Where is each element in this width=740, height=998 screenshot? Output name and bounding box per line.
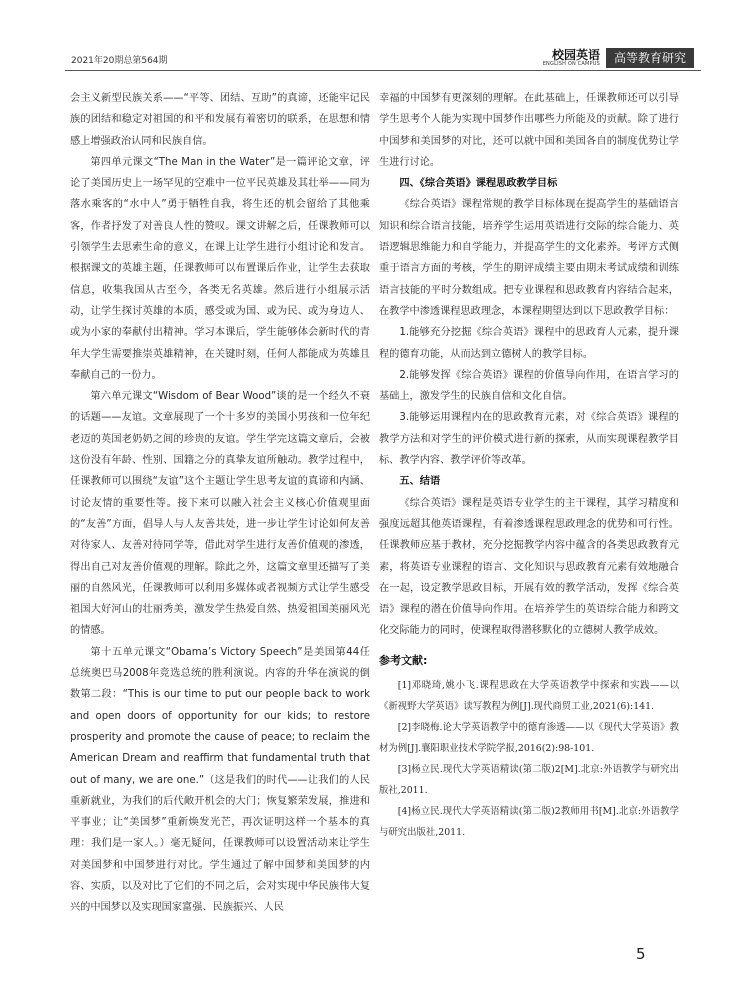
goal-item: 2.能够发挥《综合英语》课程的价值导向作用，在语言学习的基础上，激发学生的民族自信和文化自信。	[379, 369, 679, 403]
paragraph: 第四单元课文“The Man in the Water”是一篇评论文章，评论了美国历史上一场罕见的空难中一位平民英雄及其壮举——同为落水乘客的“水中人”勇于牺牲自我，将生还的机会留给了其他乘客，作者抒发了对善良人性的赞叹。课文讲解之后，任课教师可以引领学生去思索生命的意义，在课上让学生进行小组讨论和发言。根据课文的英雄主题，任课教师可以布置课后作业，让学生去获取信息，收集我国从古至今，各类无名英雄。然后进行小组展示活动，让学生探讨英雄的本质，感受或为国、或为民、或为身边人、或为小家的奉献付出精神。学习本课后，学生能够体会新时代的青年大学生需要推崇英雄精神，在关键时刻，任何人都能成为英雄且奉献自己的一份力。	[70, 156, 370, 381]
issue-info: 2021年20期总第564期	[71, 56, 168, 66]
right-column	[379, 88, 679, 843]
page-header	[0, 0, 740, 68]
left-column	[70, 88, 370, 919]
journal-name: 校园英语	[551, 48, 600, 62]
reference-item: [4]杨立民.现代大学英语精读(第二版)2教师用书[M].北京:外语教学与研究出版社,2011.	[379, 806, 679, 839]
page-number: 5	[636, 945, 646, 963]
references-title: 参考文献:	[379, 653, 428, 667]
journal-name-en: ENGLISH ON CAMPUS	[542, 61, 600, 67]
goal-item: 1.能够充分挖掘《综合英语》课程中的思政育人元素，提升课程的德育功能，从而达到立德树人的教学目标。	[379, 327, 679, 360]
section-heading: 四、《综合英语》课程思政教学目标	[399, 178, 558, 190]
goal-item: 3.能够运用课程内在的思政教育元素，对《综合英语》课程的教学方法和对学生的评价模式进行新的探索，从而实现课程教学目标、教学内容、教学评价等改革。	[379, 412, 679, 467]
paragraph: 《综合英语》课程常规的教学目标体现在提高学生的基础语言知识和综合语言技能，培养学生运用英语进行交际的综合能力、英语逻辑思维能力和自学能力，并提高学生的文化素养。考评方式侧重于语言方面的考核，学生的期评成绩主要由期末考试成绩和训练语言技能的平时分数组成。把专业课程和思政教育内容结合起来，在教学中渗透课程思政理念，本课程期望达到以下思政教学目标：	[379, 199, 679, 317]
section-label: 高等教育研究	[606, 48, 694, 68]
paragraph: 幸福的中国梦有更深刻的理解。在此基础上，任课教师还可以引导学生思考个人能为实现中国梦作出哪些力所能及的贡献。除了进行中国梦和美国梦的对比，还可以就中国和美国各自的制度优势让学生进行讨论。	[379, 93, 679, 168]
header-rule	[65, 70, 701, 71]
section-heading: 五、结语	[399, 476, 441, 488]
reference-item: [3]杨立民.现代大学英语精读(第二版)2[M].北京:外语教学与研究出版社,2011.	[379, 764, 679, 797]
reference-item: [2]李晓梅.论大学英语教学中的德育渗透——以《现代大学英语》教材为例[J].襄阳职业技术学院学报,2016(2):98-101.	[379, 722, 679, 755]
journal-logo	[530, 49, 600, 68]
paragraph: 会主义新型民族关系——“平等、团结、互助”的真谛，还能牢记民族的团结和稳定对祖国的和平和发展有着密切的联系，在思想和情感上增强政治认同和民族自信。	[70, 93, 370, 147]
paragraph: 第十五单元课文“Obama’s Victory Speech”是美国第44任总统奥巴马2008年竞选总统的胜利演说。内容的升华在演说的倒数第二段：“This is our time to put our people back to work and open doors of opportunity for our kids; to restore prosperity and promote the cause of peace; to reclaim the American Dream and reaffirm that fundamental truth that out of many, we are one.”（这是我们的时代——让我们的人民重新就业，为我们的后代敞开机会的大门；恢复繁荣发展，推进和平事业；让“美国梦”重新焕发光芒，再次证明这样一个基本的真理：我们是一家人。）毫无疑问，任课教师可以设置活动来让学生对美国梦和中国梦进行对比。学生通过了解中国梦和美国梦的内容、实质，以及对比了它们的不同之后，会对实现中华民族伟大复兴的中国梦以及实现国家富强、民族振兴、人民	[70, 646, 370, 914]
paragraph: 《综合英语》课程是英语专业学生的主干课程，其学习精度和强度远超其他英语课程，有着渗透课程思政理念的优势和可行性。任课教师应基于教材，充分挖掘教学内容中蕴含的各类思政教育元素，将英语专业课程的语言、文化知识与思政教育元素有效地融合在一起，设定教学思政目标，开展有效的教学活动，发挥《综合英语》课程的潜在价值导向作用。在培养学生的英语综合能力和跨文化交际能力的同时，使课程取得潜移默化的立德树人教学成效。	[379, 497, 679, 637]
paragraph: 第六单元课文“Wisdom of Bear Wood”谈的是一个经久不衰的话题——友谊。文章展现了一个十多岁的美国小男孩和一位年纪老迈的英国老奶奶之间的珍贵的友谊。学生学完这篇文章后，会被这份没有年龄、性别、国籍之分的真挚友谊所触动。教学过程中，任课教师可以围绕“友谊”这个主题让学生思考友谊的真谛和内涵、讨论友情的重要性等。接下来可以融入社会主义核心价值观里面的“友善”方面，倡导人与人友善共处，进一步让学生讨论如何友善对待家人、友善对待同学等，借此对学生进行友善价值观的渗透，得出自己对友善价值观的理解。除此之外，这篇文章里还描写了美丽的自然风光，任课教师可以利用多媒体或者视频方式让学生感受祖国大好河山的壮丽秀美，激发学生热爱自然、热爱祖国美丽风光的情感。	[70, 391, 370, 637]
reference-item: [1]邓晓琦,姚小飞.课程思政在大学英语教学中探索和实践——以《新视野大学英语》读写教程为例[J].现代商贸工业,2021(6):141.	[379, 680, 679, 713]
